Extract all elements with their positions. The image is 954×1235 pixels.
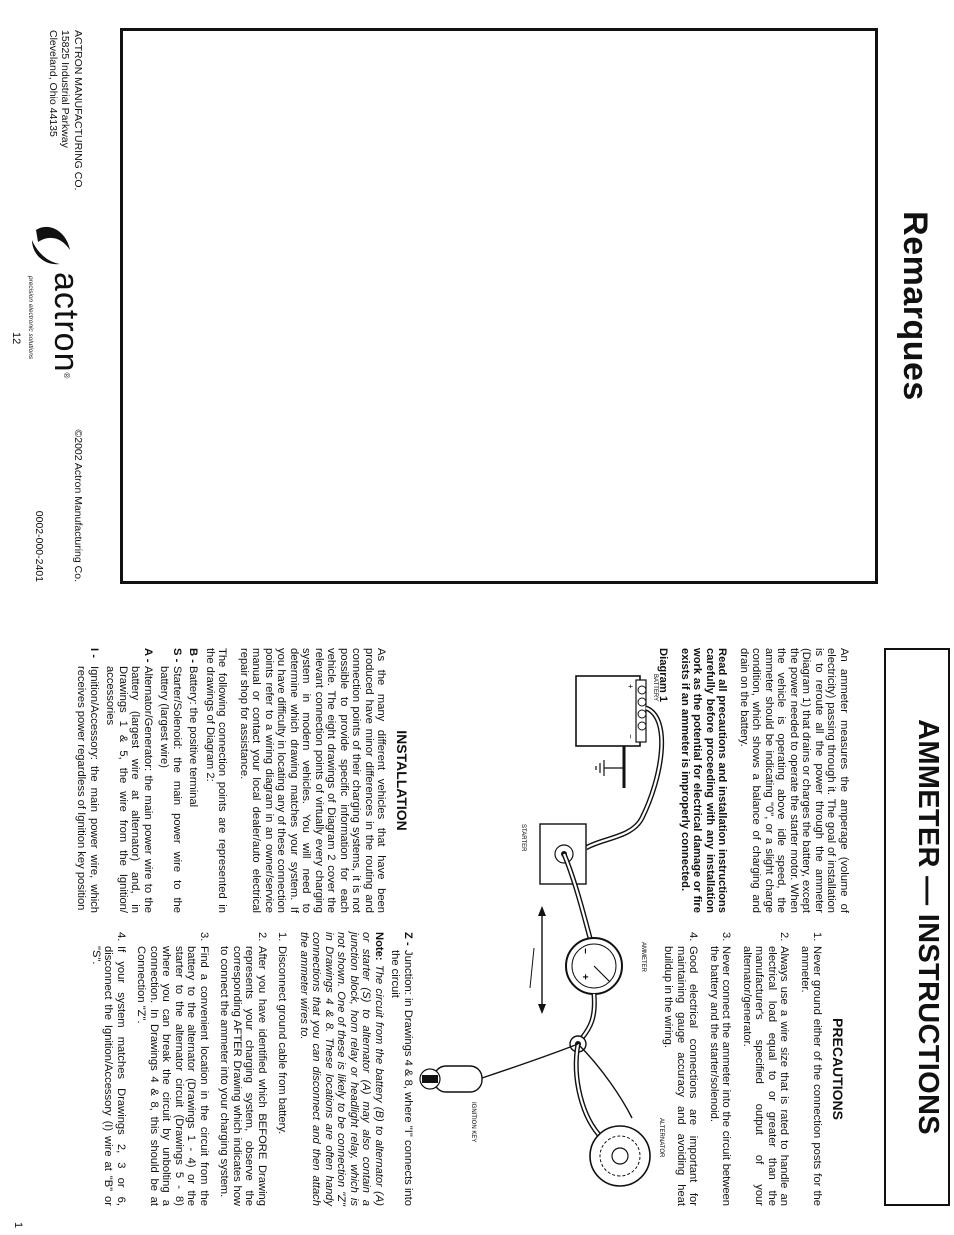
step-item: 2. After you have identified which BEFORE Drawing represents your charging system, observe the corresponding AFTER Drawing which indicates how to connect the ammeter into your charging system. — [218, 932, 268, 1206]
ignition-key-illustration — [420, 1066, 482, 1142]
step-item: 1. Disconnect ground cable from battery. — [276, 932, 289, 1135]
battery-illustration — [576, 674, 658, 788]
svg-text:+: + — [579, 974, 590, 980]
address-line-1: ACTRON MANUFACTURING CO. — [72, 30, 84, 191]
connection-point-item: B - Battery: the positive terminal — [187, 648, 200, 808]
copyright-text: ©2002 Actron Manufacturing Co. — [72, 429, 84, 582]
swoosh-icon — [26, 220, 76, 270]
company-address — [47, 30, 85, 190]
precautions-heading: PRECAUTIONS — [830, 1018, 846, 1120]
steps-column — [82, 932, 415, 1206]
part-number: 0002-000-2401 — [33, 510, 46, 582]
ammeter-illustration — [566, 938, 646, 994]
left-footer — [4, 30, 84, 590]
registered-mark: ® — [62, 372, 71, 380]
notes-box — [120, 28, 878, 584]
precaution-item: 1. Never ground either of the connection posts for the ammeter. — [799, 932, 824, 1206]
copyright-block — [33, 430, 84, 583]
step-item: 3. Find a convenient location in the circuit from the battery to the alternator (Drawings 1 - 4) or the starter to the alternator circuit (Drawings 5 - 8) where you can break the circuit by unbolting a connection. In Drawings 4 & 8, this should be at Connection "Z". — [135, 932, 210, 1206]
svg-text:−: − — [626, 734, 635, 739]
diagram-1 — [412, 648, 682, 1208]
connection-point-item: A - Alternator/Generator: the main power wire to the battery (largest wire at alternator) and, in Drawings 1 & 5, the wire from the Ignition/ accessories — [104, 648, 154, 913]
ignition-key-label: IGNITION KEY — [470, 1102, 476, 1143]
warning-paragraph: Read all precautions and installation instructions carefully before proceeding with any installation work as the potential for electrical damage or fire exists if an ammeter is improperly connected. — [679, 648, 729, 913]
precaution-item: 3. Never connect the ammeter into the circuit between the battery and the starter/solenoid. — [708, 932, 733, 1206]
page-number-left: 12 — [10, 332, 22, 345]
remarques-title: Remarques — [896, 211, 934, 401]
logo-wordmark: actron® — [47, 272, 85, 380]
current-flow-arrows — [530, 906, 546, 1014]
installation-column — [71, 648, 414, 913]
instructions-title: AMMETER — INSTRUCTIONS — [912, 719, 944, 1135]
note-paragraph: Note: The circuit from the battery (B) to alternator (A) or starter (S) to alternator (A) may also contain a junction block, horn relay or headlight relay, which is not shown. One of these is likely to be connection "Z" in Drawings 4 & 8. These locations are often handy connections that you can disconnect and then attach the ammeter wires to. — [298, 932, 385, 1207]
logo-tagline: precision electronic solutions — [27, 276, 34, 360]
precautions-column — [654, 932, 850, 1206]
starter-label: STARTER — [520, 824, 526, 852]
alternator-label: ALTERNATOR — [658, 1118, 664, 1158]
connection-point-item: I - Ignition/Accessory: the main power wire, which receives power regardless of Ignition key position — [75, 648, 100, 913]
starter-illustration — [520, 824, 586, 884]
address-line-3: Cleveland, Ohio 44135 — [47, 30, 59, 137]
connection-point-item: S - Starter/Solenoid: the main power wire to the battery (largest wire) — [158, 648, 183, 913]
precaution-item: 2. Always use a wire size that is rated to handle an electrical load equal to or greater than the manufacturer's specified output of your alternator/generator. — [741, 932, 791, 1206]
installation-paragraph-1: As the many different vehicles that have been produced have minor differences in the routing and connection points of their charging systems, it is not possible to provide specific information for each vehicle. The eight drawings of Diagram 2 cover the relevant connection points of virtually every charging system in modern vehicles. You will need to determine which drawing matches your system. If you have difficulty in locating any of these connection points refer to a wiring diagram in an owner/service manual or contact your local dealer/auto electrical repair shop for assistance. — [238, 648, 388, 913]
precaution-item: 4. Good electrical connections are important for maintaining gauge accuracy and avoiding heat buildup in the wiring. — [662, 932, 700, 1206]
intro-paragraph: An ammeter measures the amperage (volume of electricity) passing through it. The goal of installation is to reroute all the power through the ammeter (Diagram 1) that drains or charges the battery, except the power needed to operate the starter motor. When the vehicle is operating above idle speed, the ammeter should be indicating "0", or a slight charge condition, which shows a balance of charging and drain on the battery. — [738, 648, 850, 913]
battery-label: BATTERY — [652, 674, 658, 702]
alternator-illustration — [590, 1118, 664, 1186]
step-item: 4. If your system matches Drawings 2, 3 or 6, disconnect the Ignition/Accessory (I) wire at "B" or "S". — [90, 932, 127, 1206]
actron-logo — [26, 220, 85, 380]
address-line-2: 15825 Industrial Parkway — [59, 30, 72, 148]
svg-text:−: − — [579, 948, 590, 954]
installation-paragraph-2: The following connection points are represented in the drawings of Diagram 2: — [204, 648, 229, 913]
page-number-right: 1 — [12, 1222, 24, 1229]
installation-heading: INSTALLATION — [394, 730, 410, 831]
connection-point-item: Z - Junction: in Drawings 4 & 8, where "I" connects into the circuit — [389, 932, 414, 1206]
ammeter-label: AMMETER — [640, 942, 646, 972]
svg-text:+: + — [626, 684, 635, 689]
diagram-1-title: Diagram 1 — [657, 648, 670, 703]
